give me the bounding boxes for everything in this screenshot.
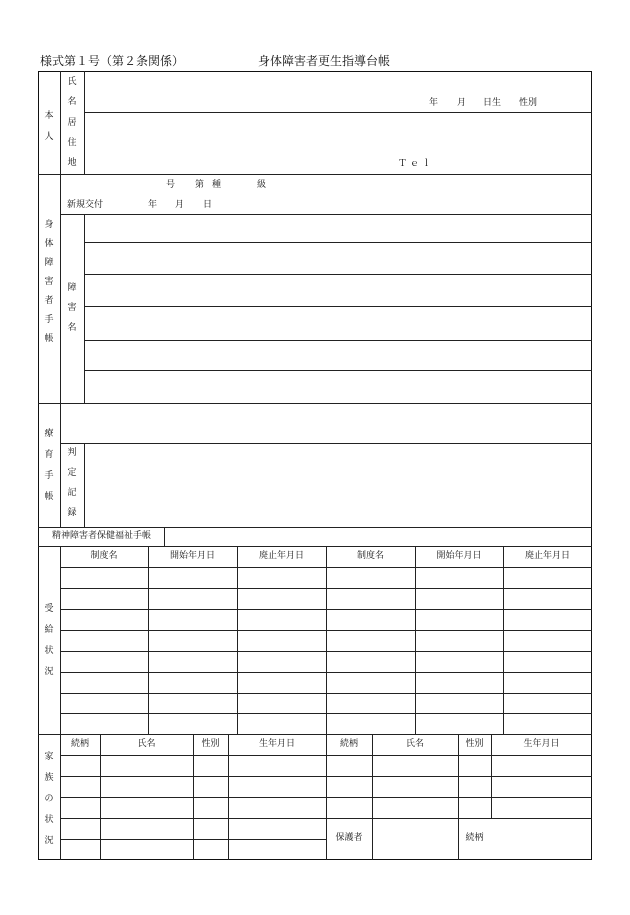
benefit-header-start: 開始年月日 <box>436 551 482 561</box>
divider-physical-handbook <box>38 403 592 404</box>
name-address-divider <box>84 112 592 113</box>
divider-person <box>38 174 592 175</box>
benefit-header-system: 制度名 <box>90 551 118 561</box>
issue-day-label: 日 <box>203 200 213 210</box>
family-row-line <box>60 776 592 777</box>
benefit-col-line <box>326 546 327 734</box>
family-row-line <box>60 797 592 798</box>
benefit-row-line <box>60 588 592 589</box>
benefit-row-line <box>60 651 592 652</box>
guardian-relation-label: 続柄 <box>465 833 484 843</box>
benefit-col-line <box>148 546 149 734</box>
form-number: 様式第１号（第２条関係） <box>40 54 185 68</box>
family-header-birthdate: 生年月日 <box>523 739 560 749</box>
family-header-name: 氏名 <box>405 739 424 749</box>
divider-rehab-handbook <box>38 527 592 528</box>
disability-row-line <box>84 242 592 243</box>
address-label: 居 住 地 <box>67 118 77 168</box>
benefit-col-line <box>237 546 238 734</box>
family-header-birthdate: 生年月日 <box>258 739 295 749</box>
benefit-row-line <box>60 693 592 694</box>
lower-left-column-line <box>60 546 61 860</box>
benefit-row-line <box>60 567 592 568</box>
disability-row-line <box>84 306 592 307</box>
handbook-number-label: 号 <box>166 180 176 190</box>
person-section-label: 本 人 <box>44 111 54 142</box>
guardian-label: 保護者 <box>335 833 363 843</box>
benefit-col-line <box>503 546 504 734</box>
benefit-col-line <box>415 546 416 734</box>
handbook-class-type: 種 <box>212 180 222 190</box>
mental-handbook-label: 精神障害者保健福祉手帳 <box>52 531 152 541</box>
disability-name-label: 障 害 名 <box>67 283 77 333</box>
mental-handbook-label-cell-line <box>164 527 165 546</box>
rehab-info-divider <box>60 443 592 444</box>
divider-benefits <box>38 734 592 735</box>
birth-year-label: 年 <box>429 98 439 108</box>
benefit-header-system: 制度名 <box>356 551 384 561</box>
family-header-relation: 続柄 <box>70 739 89 749</box>
left-column-line <box>60 71 61 527</box>
birth-month-label: 月 <box>457 98 467 108</box>
birth-day-label: 日生 <box>483 98 502 108</box>
issue-month-label: 月 <box>175 200 185 210</box>
handbook-class-prefix: 第 <box>195 180 205 190</box>
handbook-info-divider <box>60 214 592 215</box>
new-issue-label: 新規交付 <box>67 200 104 210</box>
benefit-row-line <box>60 630 592 631</box>
disability-row-line <box>84 340 592 341</box>
physical-handbook-section-label: 身 体 障 害 者 手 帳 <box>44 220 54 344</box>
divider-mental-handbook <box>38 546 592 547</box>
benefits-section-label: 受 給 状 況 <box>44 604 54 677</box>
benefit-header-end: 廃止年月日 <box>258 551 304 561</box>
judgment-record-label: 判 定 記 録 <box>67 448 77 518</box>
page-title: 身体障害者更生指導台帳 <box>258 54 391 68</box>
gender-label: 性別 <box>519 98 538 108</box>
family-header-gender: 性別 <box>201 739 220 749</box>
family-header-name: 氏名 <box>137 739 156 749</box>
family-row-line <box>60 839 326 840</box>
tel-label: Ｔｅｌ <box>398 159 435 169</box>
name-label: 氏 名 <box>67 77 77 107</box>
judgment-label-column-line <box>84 443 85 527</box>
benefit-row-line <box>60 713 592 714</box>
benefit-header-start: 開始年月日 <box>169 551 215 561</box>
family-header-relation: 続柄 <box>339 739 358 749</box>
rehab-handbook-section-label: 療 育 手 帳 <box>44 429 54 502</box>
benefit-row-line <box>60 672 592 673</box>
family-header-gender: 性別 <box>465 739 484 749</box>
issue-year-label: 年 <box>148 200 158 210</box>
person-label-column-line <box>84 71 85 174</box>
family-row-line <box>60 755 592 756</box>
benefit-header-end: 廃止年月日 <box>524 551 570 561</box>
disability-row-line <box>84 274 592 275</box>
disability-row-line <box>84 370 592 371</box>
handbook-grade-label: 級 <box>257 180 267 190</box>
family-section-label: 家 族 の 状 況 <box>44 752 54 846</box>
family-row-line <box>60 818 592 819</box>
benefit-row-line <box>60 609 592 610</box>
